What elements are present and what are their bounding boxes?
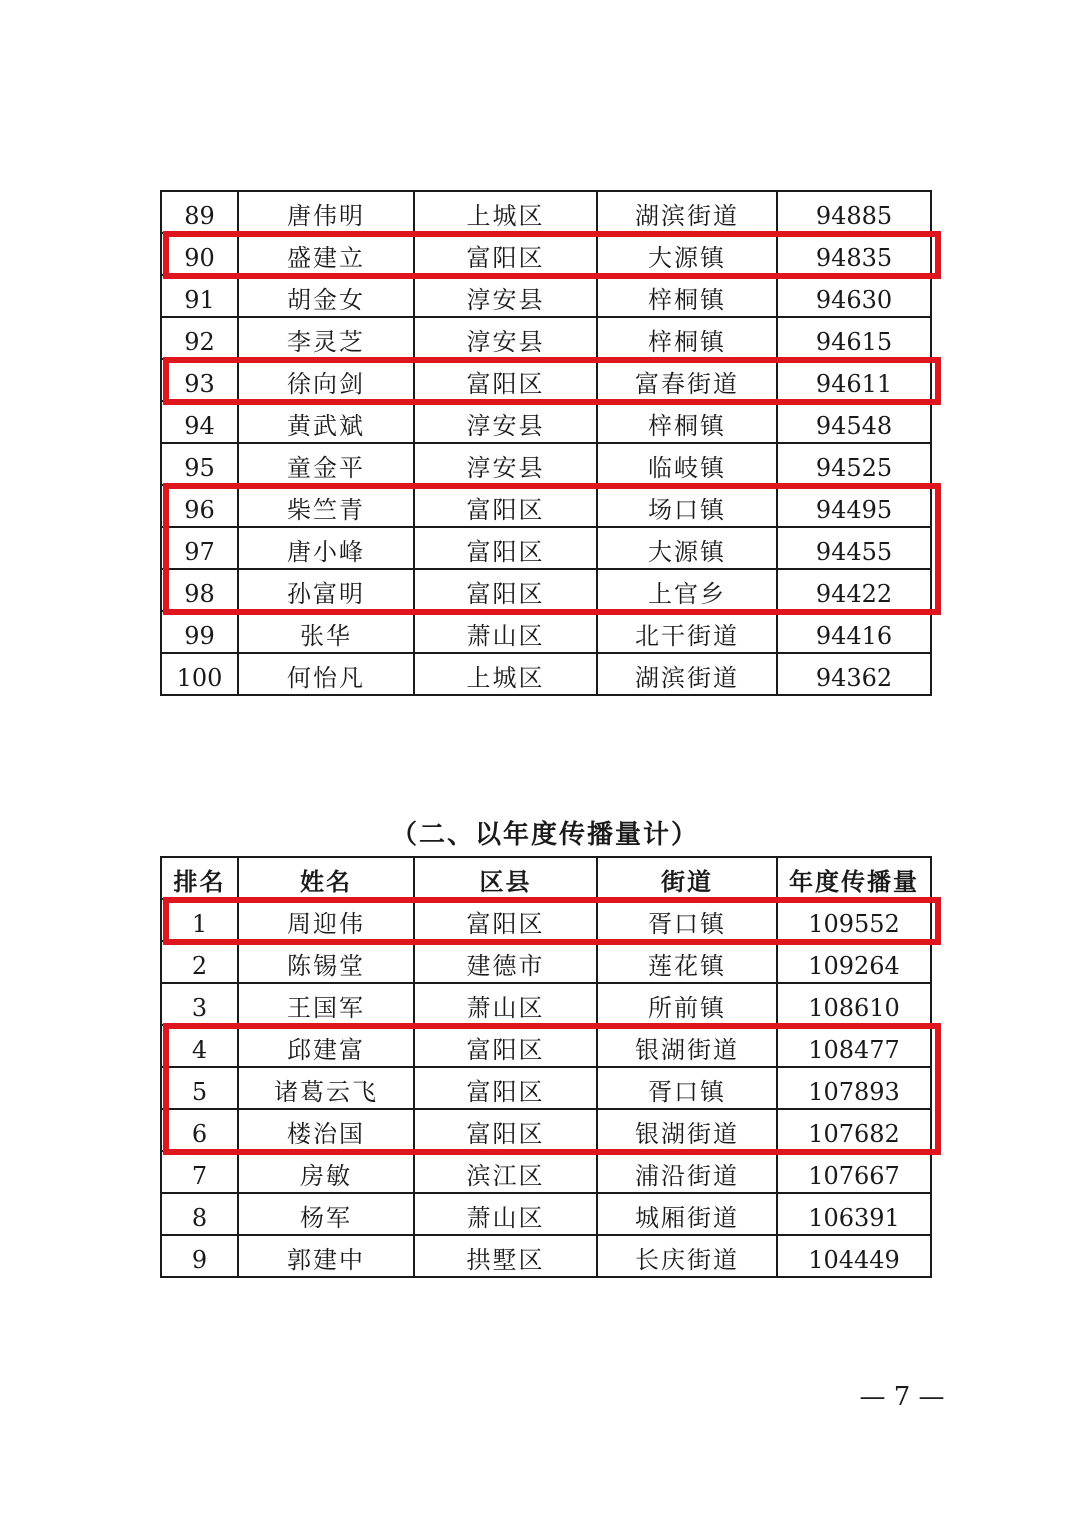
- street-cell: 城厢街道: [597, 1193, 777, 1235]
- district-cell: 富阳区: [414, 1109, 597, 1151]
- table-row: [161, 1109, 931, 1151]
- count-cell: 94422: [777, 569, 931, 611]
- rank-cell: 9: [161, 1235, 238, 1277]
- header-annual-spread: 年度传播量: [777, 857, 931, 899]
- header-name: 姓名: [238, 857, 414, 899]
- name-cell: 盛建立: [238, 233, 414, 275]
- name-cell: 王国军: [238, 983, 414, 1025]
- section-title: （二、以年度传播量计）: [390, 820, 699, 850]
- rank-cell: 2: [161, 941, 238, 983]
- name-cell: 杨军: [238, 1193, 414, 1235]
- rank-cell: 4: [161, 1025, 238, 1067]
- street-cell: 场口镇: [597, 485, 777, 527]
- district-cell: 富阳区: [414, 1067, 597, 1109]
- count-cell: 108477: [777, 1025, 931, 1067]
- rank-cell: 90: [161, 233, 238, 275]
- street-cell: 胥口镇: [597, 899, 777, 941]
- name-cell: 黄武斌: [238, 401, 414, 443]
- count-cell: 109552: [777, 899, 931, 941]
- district-cell: 萧山区: [414, 611, 597, 653]
- street-cell: 湖滨街道: [597, 653, 777, 695]
- table-row: [161, 899, 931, 941]
- count-cell: 94416: [777, 611, 931, 653]
- table-row: [161, 611, 931, 653]
- street-cell: 梓桐镇: [597, 275, 777, 317]
- table-row: [161, 941, 931, 983]
- name-cell: 郭建中: [238, 1235, 414, 1277]
- name-cell: 唐小峰: [238, 527, 414, 569]
- district-cell: 富阳区: [414, 485, 597, 527]
- annual-spread-ranking-table: [160, 856, 932, 1278]
- count-cell: 94362: [777, 653, 931, 695]
- street-cell: 临岐镇: [597, 443, 777, 485]
- table-row: [161, 1235, 931, 1277]
- table-row: [161, 275, 931, 317]
- count-cell: 94548: [777, 401, 931, 443]
- rank-cell: 97: [161, 527, 238, 569]
- table-row: [161, 569, 931, 611]
- rank-cell: 3: [161, 983, 238, 1025]
- name-cell: 胡金女: [238, 275, 414, 317]
- district-cell: 淳安县: [414, 401, 597, 443]
- rank-cell: 95: [161, 443, 238, 485]
- count-cell: 107682: [777, 1109, 931, 1151]
- count-cell: 104449: [777, 1235, 931, 1277]
- count-cell: 109264: [777, 941, 931, 983]
- name-cell: 唐伟明: [238, 191, 414, 233]
- header-district: 区县: [414, 857, 597, 899]
- name-cell: 楼治国: [238, 1109, 414, 1151]
- district-cell: 上城区: [414, 191, 597, 233]
- street-cell: 梓桐镇: [597, 317, 777, 359]
- count-cell: 94455: [777, 527, 931, 569]
- street-cell: 所前镇: [597, 983, 777, 1025]
- street-cell: 上官乡: [597, 569, 777, 611]
- table-row: [161, 191, 931, 233]
- ranking-table-body: [161, 191, 931, 695]
- count-cell: 94630: [777, 275, 931, 317]
- rank-cell: 91: [161, 275, 238, 317]
- street-cell: 梓桐镇: [597, 401, 777, 443]
- district-cell: 萧山区: [414, 1193, 597, 1235]
- district-cell: 淳安县: [414, 275, 597, 317]
- district-cell: 富阳区: [414, 527, 597, 569]
- rank-cell: 1: [161, 899, 238, 941]
- count-cell: 94615: [777, 317, 931, 359]
- count-cell: 94525: [777, 443, 931, 485]
- district-cell: 拱墅区: [414, 1235, 597, 1277]
- district-cell: 富阳区: [414, 1025, 597, 1067]
- rank-cell: 93: [161, 359, 238, 401]
- rank-cell: 6: [161, 1109, 238, 1151]
- name-cell: 徐向剑: [238, 359, 414, 401]
- street-cell: 大源镇: [597, 233, 777, 275]
- district-cell: 富阳区: [414, 569, 597, 611]
- rank-cell: 89: [161, 191, 238, 233]
- name-cell: 柴竺青: [238, 485, 414, 527]
- street-cell: 富春街道: [597, 359, 777, 401]
- name-cell: 周迎伟: [238, 899, 414, 941]
- name-cell: 孙富明: [238, 569, 414, 611]
- name-cell: 何怡凡: [238, 653, 414, 695]
- table-row: [161, 401, 931, 443]
- table-row: [161, 653, 931, 695]
- street-cell: 银湖街道: [597, 1109, 777, 1151]
- count-cell: 94611: [777, 359, 931, 401]
- district-cell: 淳安县: [414, 317, 597, 359]
- header-street: 街道: [597, 857, 777, 899]
- street-cell: 胥口镇: [597, 1067, 777, 1109]
- count-cell: 107893: [777, 1067, 931, 1109]
- count-cell: 107667: [777, 1151, 931, 1193]
- table-row: [161, 1193, 931, 1235]
- name-cell: 诸葛云飞: [238, 1067, 414, 1109]
- district-cell: 淳安县: [414, 443, 597, 485]
- table-row: [161, 485, 931, 527]
- table-header-row: [161, 857, 931, 899]
- district-cell: 富阳区: [414, 233, 597, 275]
- street-cell: 银湖街道: [597, 1025, 777, 1067]
- street-cell: 长庆街道: [597, 1235, 777, 1277]
- street-cell: 大源镇: [597, 527, 777, 569]
- rank-cell: 100: [161, 653, 238, 695]
- count-cell: 94835: [777, 233, 931, 275]
- count-cell: 94495: [777, 485, 931, 527]
- name-cell: 李灵芝: [238, 317, 414, 359]
- name-cell: 张华: [238, 611, 414, 653]
- ranking-table-continued: [160, 190, 932, 696]
- table-row: [161, 1025, 931, 1067]
- table-row: [161, 1151, 931, 1193]
- district-cell: 富阳区: [414, 899, 597, 941]
- count-cell: 106391: [777, 1193, 931, 1235]
- ranking-table-body: [161, 899, 931, 1277]
- name-cell: 童金平: [238, 443, 414, 485]
- street-cell: 莲花镇: [597, 941, 777, 983]
- rank-cell: 96: [161, 485, 238, 527]
- table-row: [161, 233, 931, 275]
- district-cell: 富阳区: [414, 359, 597, 401]
- table-row: [161, 359, 931, 401]
- header-rank: 排名: [161, 857, 238, 899]
- street-cell: 湖滨街道: [597, 191, 777, 233]
- rank-cell: 99: [161, 611, 238, 653]
- name-cell: 陈锡堂: [238, 941, 414, 983]
- table-row: [161, 1067, 931, 1109]
- district-cell: 建德市: [414, 941, 597, 983]
- page-number: — 7 —: [859, 1382, 945, 1412]
- name-cell: 邱建富: [238, 1025, 414, 1067]
- rank-cell: 5: [161, 1067, 238, 1109]
- rank-cell: 92: [161, 317, 238, 359]
- rank-cell: 8: [161, 1193, 238, 1235]
- table-row: [161, 983, 931, 1025]
- count-cell: 108610: [777, 983, 931, 1025]
- table-row: [161, 317, 931, 359]
- name-cell: 房敏: [238, 1151, 414, 1193]
- rank-cell: 7: [161, 1151, 238, 1193]
- table-row: [161, 527, 931, 569]
- rank-cell: 98: [161, 569, 238, 611]
- street-cell: 浦沿街道: [597, 1151, 777, 1193]
- count-cell: 94885: [777, 191, 931, 233]
- district-cell: 滨江区: [414, 1151, 597, 1193]
- street-cell: 北干街道: [597, 611, 777, 653]
- table-row: [161, 443, 931, 485]
- rank-cell: 94: [161, 401, 238, 443]
- district-cell: 萧山区: [414, 983, 597, 1025]
- district-cell: 上城区: [414, 653, 597, 695]
